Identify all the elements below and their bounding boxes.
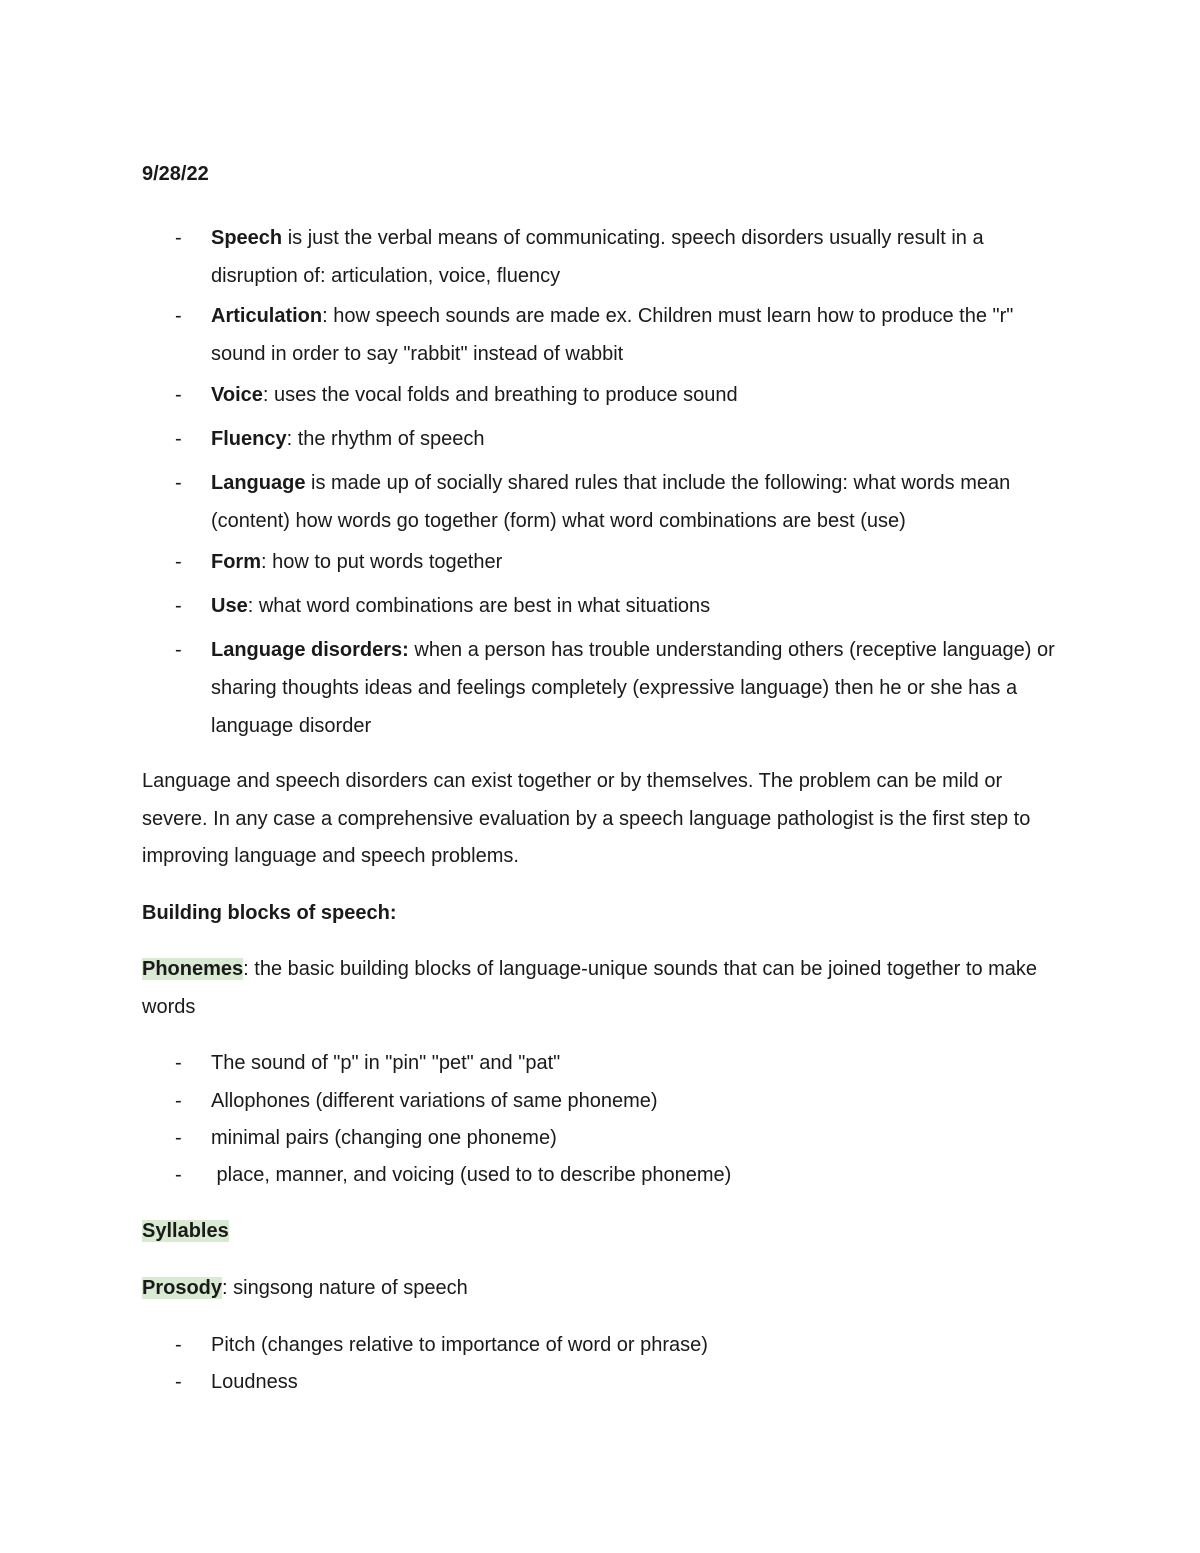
bullet-dash: - [175,227,182,249]
list-item-text: minimal pairs (changing one phoneme) [211,1127,557,1149]
summary-paragraph: Language and speech disorders can exist together or by themselves. The problem can be mild or severe. In any case a comprehensive evaluation by a speech language pathologist is the first step to improving language and speech problems. [142,770,1031,867]
definition: : uses the vocal folds and breathing to produce sound [262,384,738,406]
bullet-dash: - [175,595,182,617]
term-highlight: Syllables [142,1220,229,1242]
syllables-heading [142,1213,1072,1251]
bullet-dash: - [175,1164,182,1186]
definition: : the rhythm of speech [286,428,485,450]
date-heading: 9/28/22 [142,163,209,185]
phonemes-paragraph [142,951,1072,1026]
term-highlight: Prosody [142,1277,223,1299]
bullet-dash: - [175,472,182,494]
list-item-text: Pitch (changes relative to importance of word or phrase) [211,1334,708,1356]
prosody-paragraph [142,1270,1072,1308]
term: Form [211,551,261,573]
bullet-dash: - [175,639,182,661]
term: Use [211,595,248,617]
bullet-dash: - [175,305,182,327]
definition: when a person has trouble understanding others (receptive language) or sharing thoughts ideas and feelings completely (expressive language) then he or she has a language disorder [211,639,1055,737]
term-highlight: Phonemes [142,958,244,980]
definition: : what word combinations are best in what situations [247,595,711,617]
definition: : the basic building blocks of language-unique sounds that can be joined together to make words [142,958,1038,1018]
term: Language disorders: [211,639,409,661]
definition: is made up of socially shared rules that include the following: what words mean (content) how words go together (form) what word combinations are best (use) [211,472,1011,532]
list-item-text: place, manner, and voicing (used to to describe phoneme) [211,1164,732,1186]
bullet-dash: - [175,428,182,450]
term: Voice [211,384,263,406]
bullet-dash: - [175,1334,182,1356]
list-item-text: The sound of "p" in "pin" "pet" and "pat" [211,1052,561,1074]
definition: : how to put words together [261,551,503,573]
term: Language [211,472,306,494]
definition: : singsong nature of speech [222,1277,468,1299]
term: Fluency [211,428,287,450]
section-heading-building-blocks: Building blocks of speech: [142,902,397,924]
bullet-dash: - [175,384,182,406]
bullet-dash: - [175,1052,182,1074]
term: Speech [211,227,283,249]
bullet-dash: - [175,1127,182,1149]
list-item-text: Loudness [211,1371,298,1393]
bullet-dash: - [175,1371,182,1393]
list-item-text: Allophones (different variations of same phoneme) [211,1090,658,1112]
definition: : how speech sounds are made ex. Children must learn how to produce the "r" sound in order to say "rabbit" instead of wabbit [211,305,1014,365]
bullet-dash: - [175,551,182,573]
definition: is just the verbal means of communicating. speech disorders usually result in a disruption of: articulation, voice, fluency [211,227,984,287]
term: Articulation [211,305,323,327]
bullet-dash: - [175,1090,182,1112]
